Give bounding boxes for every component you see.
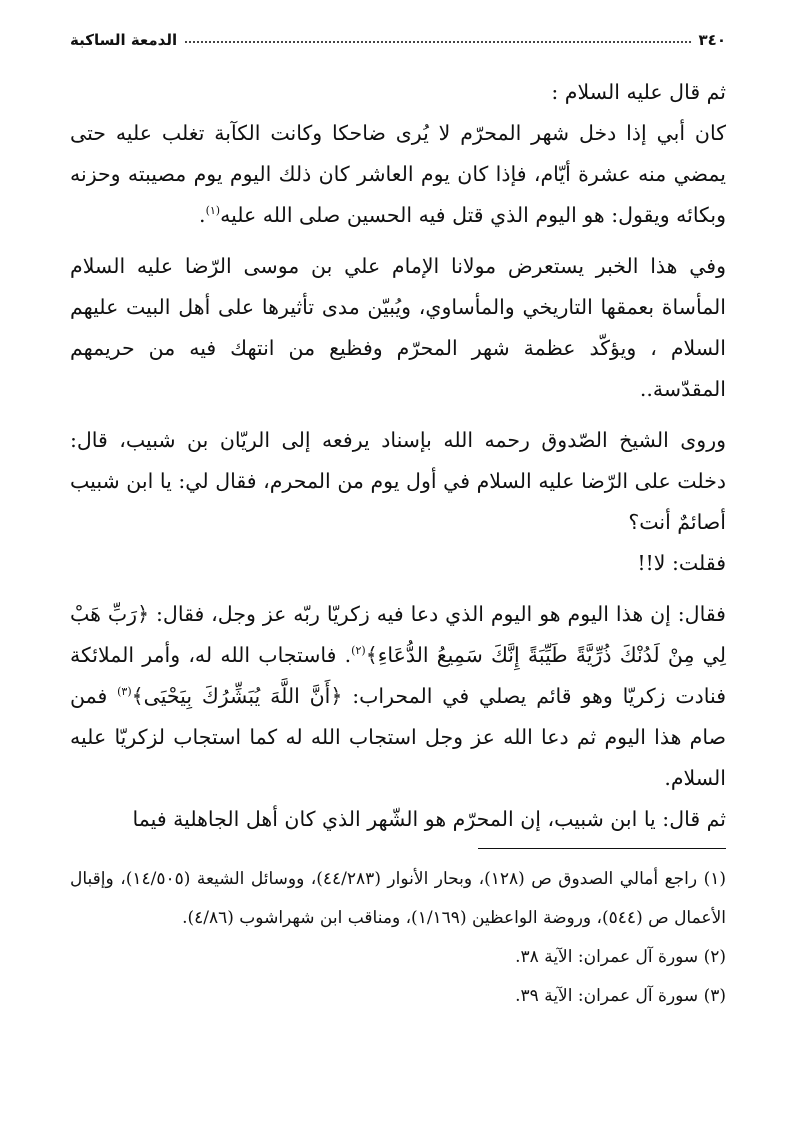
footnote-separator [478, 848, 726, 849]
paragraph-4: وروى الشيخ الصّدوق رحمه الله بإسناد يرفعه إلى الريّان بن شبيب، قال: دخلت على الرّضا عليه السلام في أول يوم من المحرم، فقال لي: يا ابن شبيب أصائمٌ أنت؟ [70, 428, 726, 534]
page [70, 28, 726, 840]
paragraph-7: ثم قال: يا ابن شبيب، إن المحرّم هو الشّهر الذي كان أهل الجاهلية فيما [132, 807, 726, 831]
paragraph-3: وفي هذا الخبر يستعرض مولانا الإمام علي بن موسى الرّضا عليه السلام المأساة بعمقها التاريخي والمأساوي، ويُبيّن مدى تأثيرها على أهل البيت عليهم السلام ، ويؤكّد عظمة شهر المحرّم وفظيع من انتهك فيه من حريمهم المقدّسة.. [70, 254, 726, 401]
running-header [70, 28, 726, 52]
footnote-3: (٣) سورة آل عمران: الآية ٣٩. [515, 986, 726, 1006]
paragraph-2-text: كان أبي إذا دخل شهر المحرّم لا يُرى ضاحكا وكانت الكآبة تغلب عليه حتى يمضي منه عشرة أيّام، فإذا كان يوم العاشر كان ذلك اليوم يوم مصيبته وحزنه وبكائه ويقول: هو اليوم الذي قتل فيه الحسين صلى الله عليه [70, 121, 726, 227]
footnote-ref-2: (٢) [351, 644, 366, 658]
paragraph-6-text-c: فمن صام هذا اليوم ثم دعا الله عز وجل استجاب الله له كما استجاب لزكريّا عليه السلام. [70, 684, 726, 790]
paragraph-2: كان أبي إذا دخل شهر المحرّم لا يُرى ضاحكا وكانت الكآبة تغلب عليه حتى يمضي منه عشرة أيّام، فإذا كان يوم العاشر كان ذلك اليوم يوم مصيبته وحزنه وبكائه ويقول: هو اليوم الذي قتل فيه الحسين صلى الله عليه$^{(١)}$. [70, 121, 726, 227]
paragraph-6-text-a: فقال: إن هذا اليوم هو اليوم الذي دعا فيه زكريّا ربّه عز وجل، فقال: ﴿رَبِّ هَبْ لِي مِنْ لَدُنْكَ ذُرِّيَّةً طَيِّبَةً إِنَّكَ سَمِيعُ الدُّعَاءِ﴾ [70, 602, 726, 667]
page-number: ٣٤٠ [698, 31, 726, 49]
main-text [70, 72, 726, 840]
paragraph-6-text-b: . فاستجاب الله له، وأمر الملائكة فنادت زكريّا وهو قائم يصلي في المحراب: ﴿أَنَّ اللَّهَ يُبَشِّرُكَ بِيَحْيَى﴾ [70, 643, 726, 708]
paragraph-1: ثم قال عليه السلام : [551, 80, 726, 104]
paragraph-5: فقلت: لا!! [637, 551, 726, 575]
footnote-1: (١) راجع أمالي الصدوق ص (١٢٨)، وبحار الأنوار (٤٤/٢٨٣)، ووسائل الشيعة (١٤/٥٠٥)، وإقبال الأعمال ص (٥٤٤)، وروضة الواعظين (١/١٦٩)، ومناقب ابن شهراشوب (٤/٨٦). [70, 869, 726, 928]
book-title: الدمعة الساكبة [70, 31, 178, 49]
footnote-ref-3: (٣) [117, 685, 132, 699]
footnote-ref-1: (١) [205, 204, 221, 218]
footnote-2: (٢) سورة آل عمران: الآية ٣٨. [515, 947, 726, 967]
header-dotted-leader [185, 41, 690, 43]
footnotes [70, 860, 726, 1016]
paragraph-6 [70, 594, 726, 799]
